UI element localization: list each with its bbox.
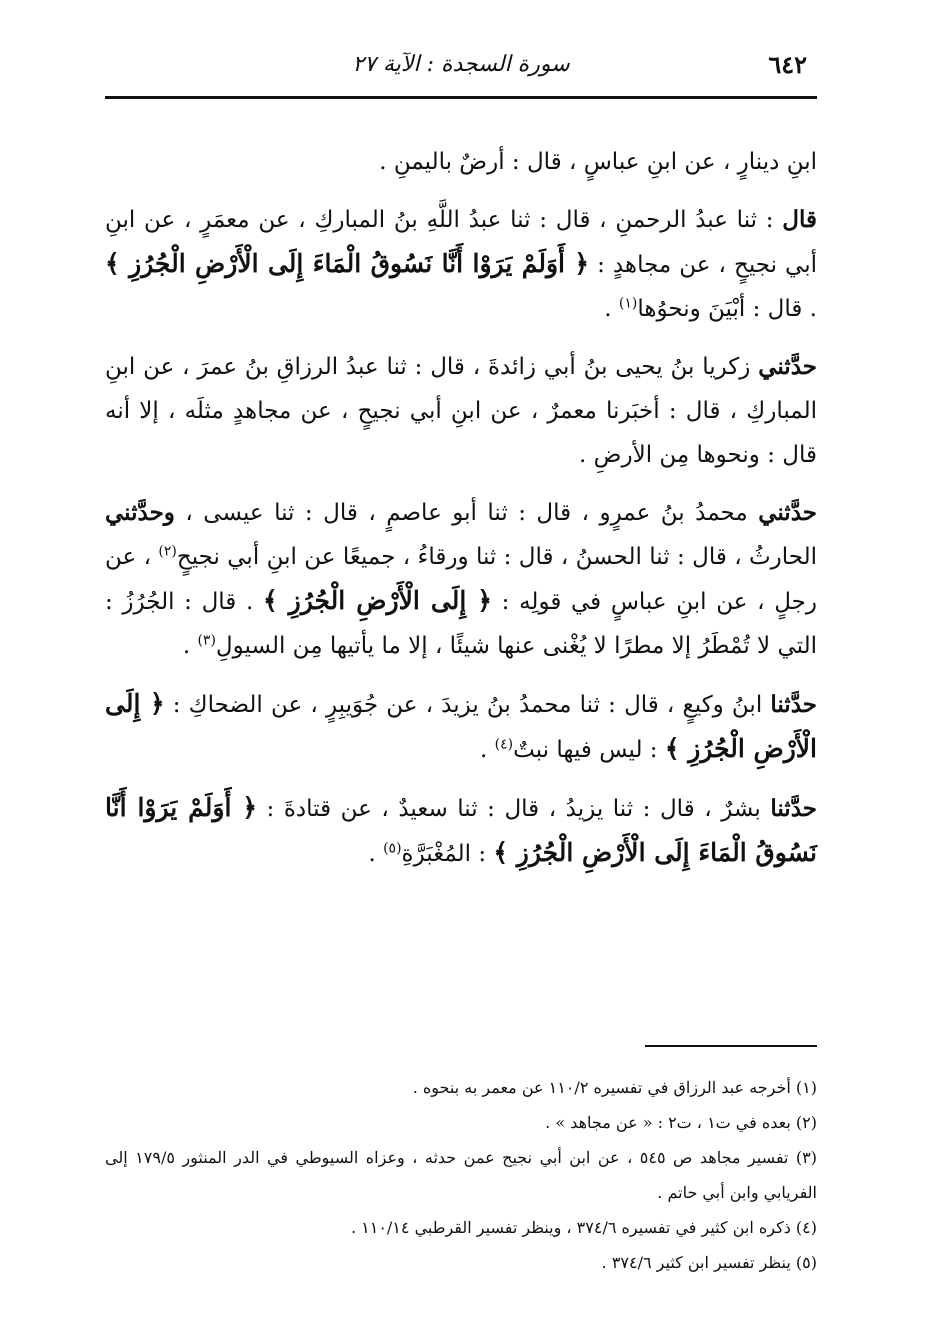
paragraph-text: ، عن رجلٍ ، عن ابنِ عباسٍ في قولِه :: [105, 544, 817, 615]
paragraph-text: زكريا بنُ يحيى بنُ أبي زائدةَ ، قال : ثنا عبدُ الرزاقِ بنُ عمرَ ، عن ابنِ المباركِ ، قال : أخبَرنا معمرٌ ، عن ابنِ أبي نجيحٍ ، عن مجاهدٍ مثلَه ، إلا أنه قال : ونحوها مِن الأرضِ .: [105, 354, 817, 468]
paragraph: [105, 140, 817, 184]
footnote-marker: (٣): [197, 632, 216, 649]
main-text: [105, 140, 817, 890]
paragraph-text: : المُغْبَرَّةِ: [401, 841, 494, 867]
paragraph-text: . قال : أبْيَنَ ونحوُها: [637, 296, 817, 322]
paragraph-text: .: [480, 737, 495, 763]
page-header: [105, 40, 817, 98]
paragraph: [105, 198, 817, 331]
paragraph-text: بشرٌ ، قال : ثنا يزيدُ ، قال : ثنا سعيدٌ ، عن قتادةَ :: [257, 796, 771, 822]
page-number: ٦٤٢: [768, 50, 807, 79]
paragraph-text: ابنُ وكيعٍ ، قال : ثنا محمدُ بنُ يزيدَ ، عن جُوَيبِرٍ ، عن الضحاكِ :: [164, 692, 771, 718]
running-title: سورة السجدة : الآية ٢٧: [352, 52, 570, 77]
paragraph-text: ابنِ دينارٍ ، عن ابنِ عباسٍ ، قال : أرضٌ باليمنِ .: [379, 149, 817, 175]
footnote: (٣) تفسير مجاهد ص ٥٤٥ ، عن ابن أبي نجيح عمن حدثه ، وعزاه السيوطي في الدر المنثور ١٧٩/٥ إلى الفريابي وابن أبي حاتم .: [105, 1148, 818, 1202]
paragraph-text: .: [604, 296, 619, 322]
narration-lead: حدَّثنا: [770, 691, 817, 718]
footnote-marker: (٥): [383, 840, 402, 857]
paragraph-text: الحارثُ ، قال : ثنا الحسنُ ، قال : ثنا ورقاءُ ، جميعًا عن ابنِ أبي نجيحٍ: [176, 544, 817, 570]
footnote: (٢) بعده في ت١ ، ت٢ : « عن مجاهد » .: [545, 1113, 817, 1132]
footnote: (٥) ينظر تفسير ابن كثير ٣٧٤/٦ .: [601, 1253, 817, 1272]
book-page: [105, 40, 817, 1300]
narration-lead: حدَّثنا: [770, 795, 817, 822]
paragraph-text: . قال : الجُرُزُ : التي لا تُمْطَرُ إلا مطرًا لا يُغْنى عنها شيئًا ، إلا ما يأتيها مِن السيولِ: [105, 589, 817, 659]
paragraph: [105, 345, 817, 477]
footnote: (٤) ذكره ابن كثير في تفسيره ٣٧٤/٦ ، وينظر تفسير القرطبي ١١٠/١٤ .: [350, 1218, 817, 1237]
quran-quote: ﴿ إِلَى الْأَرْضِ الْجُرُزِ ﴾: [262, 586, 492, 615]
paragraph-text: : ثنا عبدُ الرحمنِ ، قال : ثنا عبدُ اللَّهِ بنُ المباركِ ، عن معمَرٍ ، عن ابنِ أبي نجيحٍ ، عن مجاهدٍ :: [105, 207, 817, 278]
quran-quote: ﴿ أَوَلَمْ يَرَوْا أَنَّا نَسُوقُ الْمَاءَ إِلَى الْأَرْضِ الْجُرُزِ ﴾: [105, 249, 590, 278]
quran-quote: ﴿ إِلَى الْأَرْضِ الْجُرُزِ ﴾: [105, 689, 817, 763]
narration-lead: حدَّثني: [758, 353, 817, 380]
narration-lead: حدَّثني: [758, 499, 817, 526]
footnotes: [105, 1070, 817, 1280]
paragraph: [105, 491, 817, 668]
paragraph-text: : ليس فيها نبتٌ: [513, 737, 665, 763]
footnote: (١) أخرجه عبد الرزاق في تفسيره ١١٠/٢ عن معمر به بنحوه .: [412, 1078, 817, 1097]
narration-lead: قال: [782, 206, 817, 233]
paragraph: [105, 786, 817, 876]
footnote-marker: (٤): [494, 736, 514, 753]
footnote-separator: [645, 1045, 817, 1047]
footnote-marker: (٢): [158, 543, 177, 560]
header-rule: [105, 96, 817, 99]
paragraph-text: محمدُ بنُ عمرٍو ، قال : ثنا أبو عاصمٍ ، قال : ثنا عيسى ،: [174, 500, 759, 526]
paragraph: [105, 682, 817, 772]
narration-lead: وحدَّثني: [105, 499, 175, 526]
paragraph-text: .: [368, 841, 384, 867]
quran-quote: ﴿ أَوَلَمْ يَرَوْا أَنَّا نَسُوقُ الْمَاءَ إِلَى الْأَرْضِ الْجُرُزِ ﴾: [105, 793, 817, 867]
paragraph-text: .: [182, 633, 198, 659]
footnote-marker: (١): [618, 295, 638, 312]
